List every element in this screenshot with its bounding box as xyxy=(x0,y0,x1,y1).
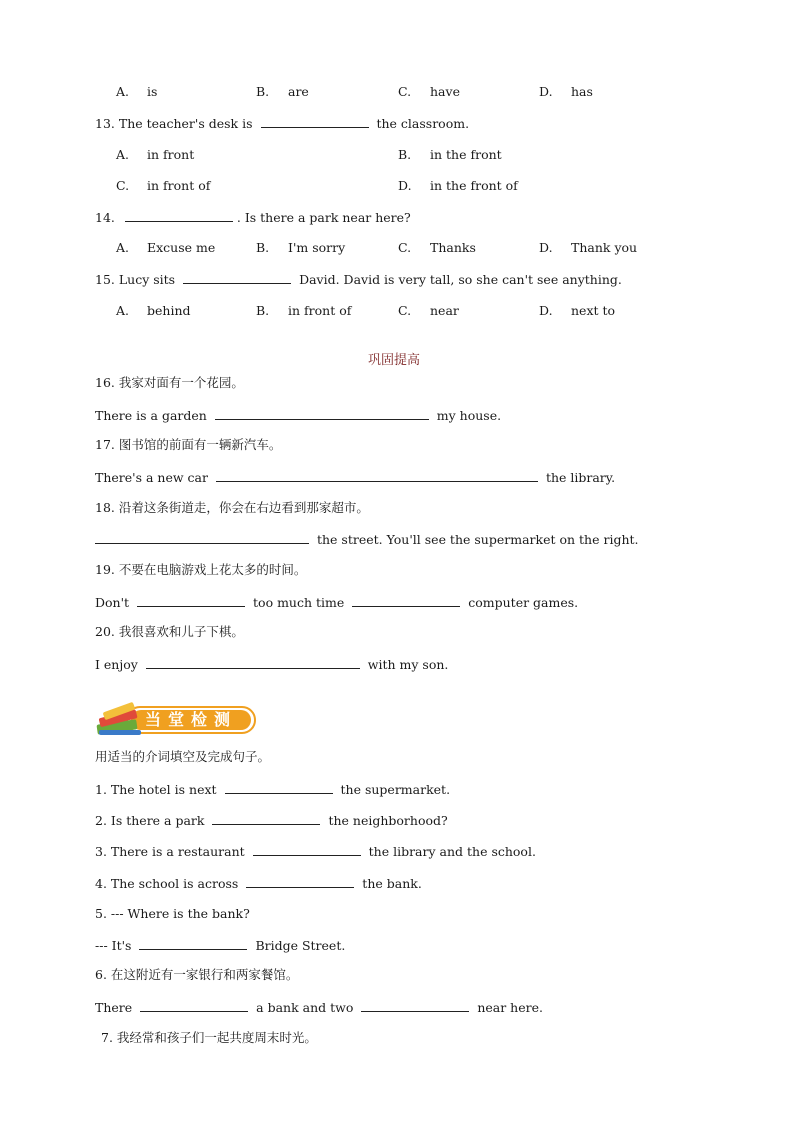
q14-number: 14. xyxy=(95,210,115,225)
q15-option-c-letter: C. xyxy=(398,303,412,318)
e4-text-after: the bank. xyxy=(362,876,422,891)
q14-option-b-text: I'm sorry xyxy=(288,240,346,255)
e2-text-before: 2. Is there a park xyxy=(95,813,205,828)
q12-option-b-letter: B. xyxy=(256,84,270,99)
e5-question: 5. --- Where is the bank? xyxy=(95,906,250,921)
e6-chinese: 6. 在这附近有一家银行和两家餐馆。 xyxy=(95,967,299,982)
e6-blank-1[interactable] xyxy=(140,999,248,1012)
q14-option-d-text: Thank you xyxy=(571,240,638,255)
e5-text-after: Bridge Street. xyxy=(255,938,346,953)
q17-chinese: 17. 图书馆的前面有一辆新汽车。 xyxy=(95,437,282,452)
q20-text-before: I enjoy xyxy=(95,657,138,672)
q14-text-after: . Is there a park near here? xyxy=(236,210,411,225)
q15-text-before: 15. Lucy sits xyxy=(95,272,176,287)
e6-blank-2[interactable] xyxy=(361,999,469,1012)
q13-option-d-letter: D. xyxy=(398,178,412,193)
q19-blank-2[interactable] xyxy=(352,594,460,607)
q20-blank[interactable] xyxy=(146,656,360,669)
q15-option-c-text: near xyxy=(430,303,459,318)
q15-option-d-text: next to xyxy=(571,303,616,318)
q15-blank[interactable] xyxy=(183,271,291,284)
e1-text-before: 1. The hotel is next xyxy=(95,782,217,797)
q13-option-c-letter: C. xyxy=(116,178,130,193)
e2-text-after: the neighborhood? xyxy=(328,813,448,828)
q19-text-after: computer games. xyxy=(468,595,579,610)
q13-text-after: the classroom. xyxy=(376,116,470,131)
e6-text-before: There xyxy=(95,1000,133,1015)
section-title: 巩固提高 xyxy=(368,353,421,368)
q14-option-c-text: Thanks xyxy=(430,240,476,255)
q14-option-a-text: Excuse me xyxy=(147,240,216,255)
q19-text-before: Don't xyxy=(95,595,130,610)
e1-stem xyxy=(95,781,450,798)
e5-stem xyxy=(95,937,345,954)
q19-chinese: 19. 不要在电脑游戏上花太多的时间。 xyxy=(95,562,307,577)
e3-blank[interactable] xyxy=(253,843,361,856)
q18-chinese: 18. 沿着这条街道走，你会在右边看到那家超市。 xyxy=(95,500,369,515)
q13-option-a-letter: A. xyxy=(116,147,130,162)
e3-stem xyxy=(95,843,536,860)
q15-option-a-text: behind xyxy=(147,303,191,318)
q18-stem xyxy=(95,531,639,548)
q12-option-c-text: have xyxy=(430,84,460,99)
q17-blank[interactable] xyxy=(216,469,538,482)
q13-text-before: 13. The teacher's desk is xyxy=(95,116,253,131)
section-badge xyxy=(95,702,260,738)
e7-chinese: 7. 我经常和孩子们一起共度周末时光。 xyxy=(101,1030,317,1045)
e1-text-after: the supermarket. xyxy=(340,782,451,797)
q20-text-after: with my son. xyxy=(367,657,449,672)
e1-blank[interactable] xyxy=(225,781,333,794)
e4-stem xyxy=(95,875,422,892)
q13-option-c-text: in front of xyxy=(147,178,211,193)
q18-text-after: the street. You'll see the supermarket on the right. xyxy=(316,532,639,547)
q16-chinese: 16. 我家对面有一个花园。 xyxy=(95,375,244,390)
q14-stem xyxy=(95,209,411,226)
e4-text-before: 4. The school is across xyxy=(95,876,239,891)
q13-option-d-text: in the front of xyxy=(430,178,518,193)
e3-text-before: 3. There is a restaurant xyxy=(95,844,245,859)
q15-option-b-text: in front of xyxy=(288,303,352,318)
q17-text-after: the library. xyxy=(545,470,616,485)
q12-option-a-letter: A. xyxy=(116,84,130,99)
q13-blank[interactable] xyxy=(261,115,369,128)
q14-blank[interactable] xyxy=(125,209,233,222)
q17-text-before: There's a new car xyxy=(95,470,208,485)
q19-blank-1[interactable] xyxy=(137,594,245,607)
q16-stem xyxy=(95,407,501,424)
instruction: 用适当的介词填空及完成句子。 xyxy=(95,749,271,764)
q14-option-a-letter: A. xyxy=(116,240,130,255)
e6-text-after: near here. xyxy=(477,1000,543,1015)
q13-option-b-letter: B. xyxy=(398,147,412,162)
q12-option-a-text: is xyxy=(147,84,158,99)
q17-stem xyxy=(95,469,615,486)
q12-option-d-letter: D. xyxy=(539,84,553,99)
q16-text-after: my house. xyxy=(436,408,502,423)
q13-stem xyxy=(95,115,469,132)
e6-text-middle: a bank and two xyxy=(256,1000,354,1015)
q20-stem xyxy=(95,656,448,673)
e4-blank[interactable] xyxy=(246,875,354,888)
q19-stem xyxy=(95,594,578,611)
q15-stem xyxy=(95,271,622,288)
e5-blank[interactable] xyxy=(139,937,247,950)
q13-option-a-text: in front xyxy=(147,147,195,162)
q15-text-after: David. David is very tall, so she can't see anything. xyxy=(299,272,622,287)
e5-text-before: --- It's xyxy=(95,938,132,953)
e2-stem xyxy=(95,812,448,829)
q14-option-b-letter: B. xyxy=(256,240,270,255)
e6-stem xyxy=(95,999,543,1016)
q12-option-b-text: are xyxy=(288,84,309,99)
q18-blank[interactable] xyxy=(95,531,309,544)
q15-option-a-letter: A. xyxy=(116,303,130,318)
q20-chinese: 20. 我很喜欢和儿子下棋。 xyxy=(95,624,244,639)
badge-label: 当堂检测 xyxy=(145,710,238,729)
q12-option-c-letter: C. xyxy=(398,84,412,99)
e3-text-after: the library and the school. xyxy=(368,844,536,859)
q15-option-d-letter: D. xyxy=(539,303,553,318)
q14-option-d-letter: D. xyxy=(539,240,553,255)
q19-text-middle: too much time xyxy=(253,595,345,610)
q13-option-b-text: in the front xyxy=(430,147,502,162)
q15-option-b-letter: B. xyxy=(256,303,270,318)
q16-blank[interactable] xyxy=(215,407,429,420)
e2-blank[interactable] xyxy=(212,812,320,825)
q14-option-c-letter: C. xyxy=(398,240,412,255)
q16-text-before: There is a garden xyxy=(95,408,207,423)
q12-option-d-text: has xyxy=(571,84,593,99)
